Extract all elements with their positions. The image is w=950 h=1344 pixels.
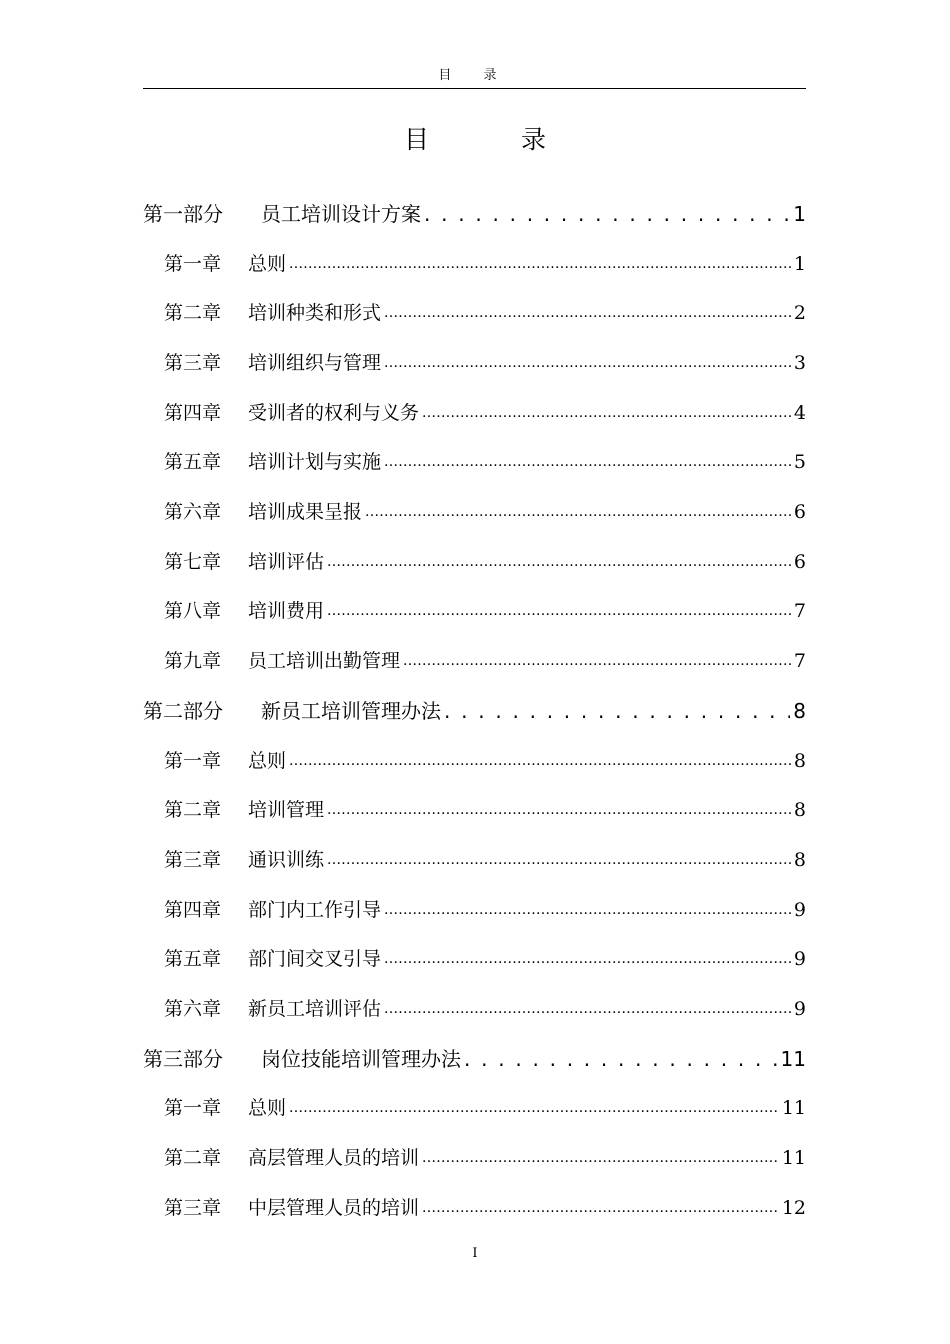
dot-leader [384, 884, 791, 936]
toc-entry-page-number: 8 [793, 799, 806, 822]
toc-entry-label: 第五章 [164, 948, 222, 971]
toc-entry-title: 部门间交叉引导 [248, 948, 382, 971]
toc-entry-title: 新员工培训管理办法 [261, 698, 441, 723]
dot-leader [384, 436, 791, 488]
toc-entry-title: 受训者的权利与义务 [248, 401, 420, 424]
toc-entry-title: 总则 [248, 1097, 287, 1120]
toc-entry-title: 岗位技能培训管理办法 [261, 1046, 461, 1071]
dot-leader [444, 687, 790, 737]
toc-entry-title: 通识训练 [248, 848, 325, 871]
toc-entry-title: 总则 [248, 252, 287, 275]
toc-entry-label: 第四章 [164, 401, 222, 424]
dot-leader [384, 287, 791, 339]
toc-entry-page-number: 9 [793, 997, 806, 1020]
toc-entry-page-number: 11 [781, 1147, 806, 1170]
toc-entry-page-number: 9 [793, 948, 806, 971]
dot-leader [384, 983, 791, 1035]
toc-chapter-entry[interactable] [143, 538, 806, 588]
toc-chapter-entry[interactable] [143, 1084, 806, 1134]
toc-chapter-entry[interactable] [143, 637, 806, 687]
dot-leader [327, 834, 791, 886]
toc-chapter-entry[interactable] [143, 289, 806, 339]
toc-entry-label: 第四章 [164, 898, 222, 921]
toc-entry-page-number: 6 [793, 550, 806, 573]
toc-entry-title: 培训评估 [248, 550, 325, 573]
toc-entry-page-number: 8 [793, 698, 806, 723]
toc-entry-page-number: 11 [781, 1097, 806, 1120]
toc-entry-page-number: 7 [793, 600, 806, 623]
dot-leader [327, 536, 791, 588]
dot-leader [403, 635, 791, 687]
toc-entry-label: 第二章 [164, 1147, 222, 1170]
dot-leader [327, 585, 791, 637]
dot-leader [289, 238, 791, 290]
toc-entry-title: 中层管理人员的培训 [248, 1196, 420, 1219]
toc-entry-page-number: 5 [793, 451, 806, 474]
toc-entry-label: 第九章 [164, 650, 222, 673]
toc-entry-page-number: 1 [793, 201, 806, 226]
toc-entry-title: 培训管理 [248, 799, 325, 822]
toc-entry-label: 第一章 [164, 1097, 222, 1120]
toc-entry-label: 第一部分 [143, 201, 223, 226]
toc-entry-title: 总则 [248, 749, 287, 772]
toc-entry-page-number: 7 [793, 650, 806, 673]
dot-leader [365, 486, 791, 538]
dot-leader [464, 1035, 778, 1085]
toc-entry-page-number: 6 [793, 501, 806, 524]
toc-entry-page-number: 8 [793, 848, 806, 871]
toc-entry-title: 培训组织与管理 [248, 352, 382, 375]
dot-leader [422, 1182, 779, 1234]
toc-chapter-entry[interactable] [143, 389, 806, 439]
dot-leader [384, 337, 791, 389]
dot-leader [422, 387, 791, 439]
toc-entry-page-number: 3 [793, 352, 806, 375]
toc-entry-title: 新员工培训评估 [248, 997, 382, 1020]
toc-chapter-entry[interactable] [143, 488, 806, 538]
toc-entry-label: 第二章 [164, 302, 222, 325]
toc-entry-label: 第六章 [164, 997, 222, 1020]
toc-part-entry[interactable] [143, 1035, 806, 1085]
toc-entry-page-number: 11 [780, 1046, 806, 1071]
toc-chapter-entry[interactable] [143, 786, 806, 836]
toc-entry-title: 培训成果呈报 [248, 501, 363, 524]
running-header: 目 录 [143, 64, 806, 89]
page-title: 目 录 [404, 125, 588, 154]
dot-leader [327, 784, 791, 836]
toc-entry-page-number: 8 [793, 749, 806, 772]
table-of-contents [143, 190, 806, 1233]
toc-part-entry[interactable] [143, 190, 806, 240]
toc-entry-label: 第三章 [164, 352, 222, 375]
toc-entry-title: 员工培训设计方案 [261, 201, 421, 226]
toc-chapter-entry[interactable] [143, 935, 806, 985]
toc-entry-page-number: 9 [793, 898, 806, 921]
toc-chapter-entry[interactable] [143, 240, 806, 290]
toc-entry-label: 第三章 [164, 848, 222, 871]
toc-entry-label: 第六章 [164, 501, 222, 524]
toc-chapter-entry[interactable] [143, 836, 806, 886]
toc-entry-title: 培训费用 [248, 600, 325, 623]
page-number: I [472, 1246, 478, 1261]
toc-entry-title: 员工培训出勤管理 [248, 650, 401, 673]
toc-entry-page-number: 12 [781, 1196, 806, 1219]
dot-leader [289, 1082, 779, 1134]
toc-entry-title: 培训种类和形式 [248, 302, 382, 325]
toc-entry-title: 部门内工作引导 [248, 898, 382, 921]
toc-chapter-entry[interactable] [143, 886, 806, 936]
toc-entry-label: 第八章 [164, 600, 222, 623]
toc-chapter-entry[interactable] [143, 985, 806, 1035]
toc-entry-label: 第三部分 [143, 1046, 223, 1071]
toc-entry-page-number: 4 [793, 401, 806, 424]
toc-part-entry[interactable] [143, 687, 806, 737]
toc-entry-title: 高层管理人员的培训 [248, 1147, 420, 1170]
toc-entry-label: 第一章 [164, 749, 222, 772]
toc-entry-page-number: 1 [793, 252, 806, 275]
dot-leader [384, 933, 791, 985]
dot-leader [422, 1132, 779, 1184]
toc-entry-label: 第二部分 [143, 698, 223, 723]
toc-chapter-entry[interactable] [143, 588, 806, 638]
toc-entry-title: 培训计划与实施 [248, 451, 382, 474]
toc-entry-label: 第二章 [164, 799, 222, 822]
toc-entry-label: 第七章 [164, 550, 222, 573]
toc-entry-label: 第五章 [164, 451, 222, 474]
dot-leader [424, 190, 790, 240]
toc-chapter-entry[interactable] [143, 438, 806, 488]
toc-entry-label: 第一章 [164, 252, 222, 275]
toc-chapter-entry[interactable] [143, 339, 806, 389]
dot-leader [289, 735, 791, 787]
toc-chapter-entry[interactable] [143, 1134, 806, 1184]
toc-entry-label: 第三章 [164, 1196, 222, 1219]
toc-entry-page-number: 2 [793, 302, 806, 325]
toc-chapter-entry[interactable] [143, 1184, 806, 1234]
toc-chapter-entry[interactable] [143, 737, 806, 787]
